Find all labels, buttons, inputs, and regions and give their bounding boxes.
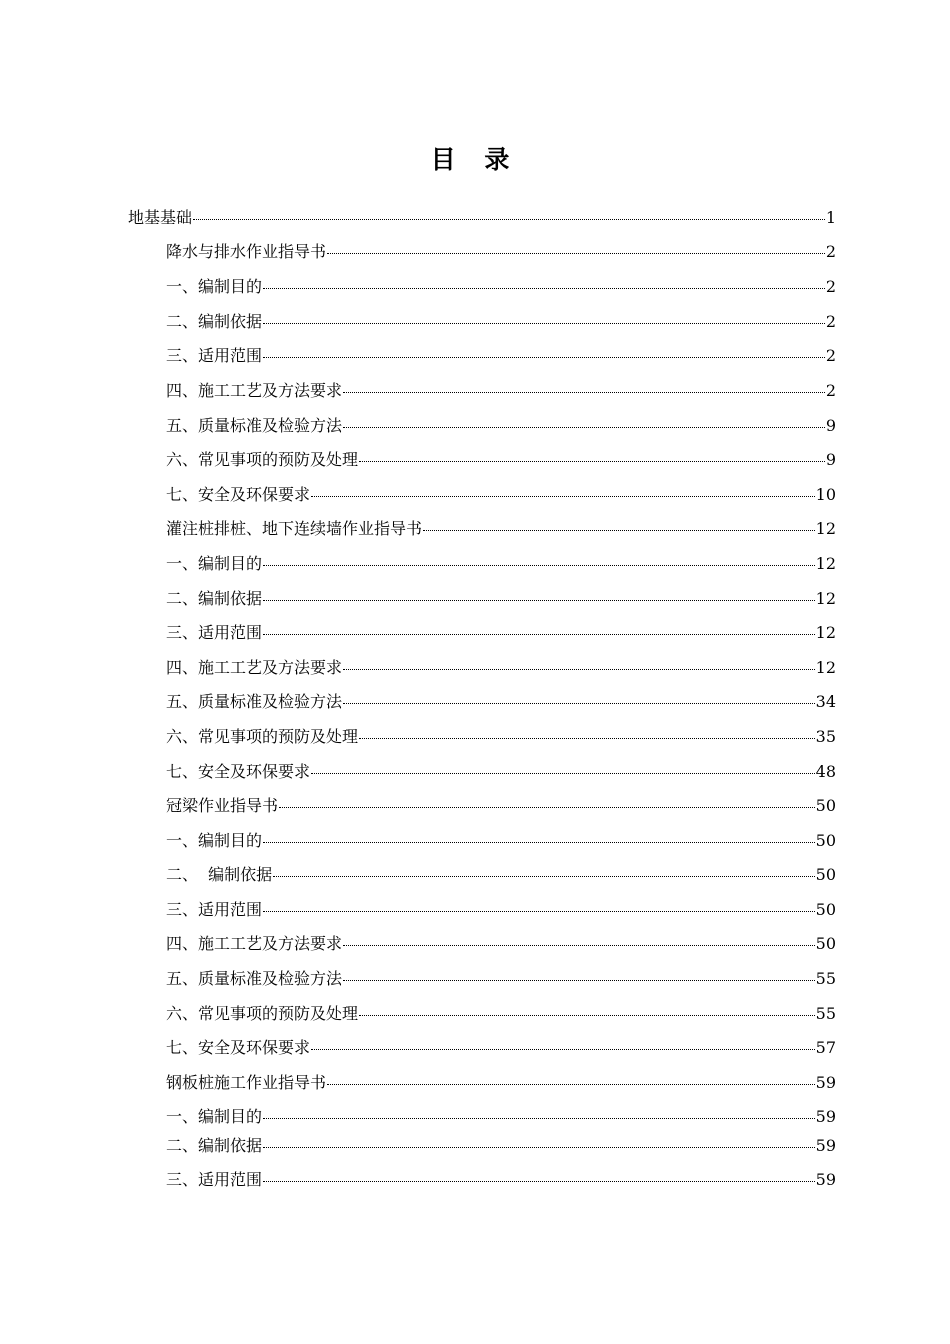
dot-leader <box>193 219 825 220</box>
toc-entry-page-number: 59 <box>815 1073 836 1092</box>
toc-entry-page-number: 35 <box>815 727 836 746</box>
dot-leader <box>359 738 815 739</box>
toc-entry-label: 三、适用范围 <box>166 900 263 919</box>
toc-entry-label: 钢板桩施工作业指导书 <box>166 1073 327 1092</box>
toc-entry[interactable] <box>166 1073 836 1093</box>
toc-entry-label: 五、质量标准及检验方法 <box>166 416 343 435</box>
dot-leader <box>279 807 815 808</box>
toc-entry[interactable] <box>166 589 836 609</box>
toc-entry-label: 一、编制目的 <box>166 1107 263 1126</box>
toc-chapter-entry[interactable] <box>128 208 836 228</box>
toc-entry-page-number: 2 <box>825 346 836 365</box>
toc-entry[interactable] <box>166 554 836 574</box>
toc-entry[interactable] <box>166 900 836 920</box>
toc-entry-label: 七、安全及环保要求 <box>166 762 311 781</box>
dot-leader <box>263 1147 815 1148</box>
toc-entry[interactable] <box>166 277 836 297</box>
toc-entry-label: 地基基础 <box>128 208 193 227</box>
toc-entry-label: 三、适用范围 <box>166 623 263 642</box>
dot-leader <box>273 876 814 877</box>
toc-entry-page-number: 12 <box>815 519 836 538</box>
toc-entry-label: 二、编制依据 <box>166 1136 263 1155</box>
dot-leader <box>343 945 815 946</box>
dot-leader <box>327 1084 815 1085</box>
toc-entry-page-number: 2 <box>825 242 836 261</box>
toc-entry-page-number: 50 <box>815 934 836 953</box>
toc-entry-label: 一、编制目的 <box>166 831 263 850</box>
toc-entry[interactable] <box>166 865 836 885</box>
toc-entry-page-number: 34 <box>815 692 836 711</box>
dot-leader <box>311 496 815 497</box>
toc-entry[interactable] <box>166 831 836 851</box>
dot-leader <box>263 1118 815 1119</box>
toc-entry-page-number: 59 <box>815 1170 836 1189</box>
toc-entry-label: 四、施工工艺及方法要求 <box>166 658 343 677</box>
toc-entry-label: 一、编制目的 <box>166 554 263 573</box>
toc-entry-page-number: 50 <box>815 865 836 884</box>
toc-entry-page-number: 50 <box>815 796 836 815</box>
toc-entry[interactable] <box>166 727 836 747</box>
page-title: 目 录 <box>430 145 520 174</box>
toc-entry-page-number: 48 <box>815 762 836 781</box>
toc-entry-page-number: 2 <box>825 277 836 296</box>
dot-leader <box>263 842 815 843</box>
dot-leader <box>327 253 825 254</box>
toc-entry[interactable] <box>166 762 836 782</box>
toc-entry[interactable] <box>166 519 836 539</box>
dot-leader <box>263 600 815 601</box>
toc-entry-page-number: 12 <box>815 658 836 677</box>
toc-entry-page-number: 55 <box>815 969 836 988</box>
dot-leader <box>343 703 815 704</box>
toc-entry[interactable] <box>166 346 836 366</box>
toc-entry-label: 降水与排水作业指导书 <box>166 242 327 261</box>
toc-entry[interactable] <box>166 312 836 332</box>
toc-entry[interactable] <box>166 1136 836 1156</box>
toc-entry-page-number: 55 <box>815 1004 836 1023</box>
dot-leader <box>311 1049 815 1050</box>
toc-entry[interactable] <box>166 381 836 401</box>
toc-entry[interactable] <box>166 623 836 643</box>
toc-entry-label: 四、施工工艺及方法要求 <box>166 381 343 400</box>
dot-leader <box>263 357 825 358</box>
toc-entry[interactable] <box>166 416 836 436</box>
toc-entry-label: 五、质量标准及检验方法 <box>166 692 343 711</box>
toc-entry[interactable] <box>166 1170 836 1190</box>
toc-entry[interactable] <box>166 969 836 989</box>
toc-entry[interactable] <box>166 242 836 262</box>
toc-entry[interactable] <box>166 1038 836 1058</box>
dot-leader <box>359 461 825 462</box>
toc-entry-page-number: 12 <box>815 623 836 642</box>
dot-leader <box>263 911 815 912</box>
toc-entry[interactable] <box>166 1004 836 1024</box>
toc-entry-label: 二、 编制依据 <box>166 865 273 884</box>
dot-leader <box>423 530 815 531</box>
toc-entry-label: 二、编制依据 <box>166 312 263 331</box>
toc-entry-page-number: 12 <box>815 589 836 608</box>
toc-entry-label: 冠梁作业指导书 <box>166 796 279 815</box>
toc-entry-page-number: 2 <box>825 381 836 400</box>
dot-leader <box>263 288 825 289</box>
toc-entry-label: 三、适用范围 <box>166 346 263 365</box>
toc-entry-page-number: 9 <box>825 450 836 469</box>
dot-leader <box>311 773 815 774</box>
toc-entry[interactable] <box>166 692 836 712</box>
dot-leader <box>263 634 815 635</box>
toc-entry-page-number: 50 <box>815 900 836 919</box>
toc-entry-label: 三、适用范围 <box>166 1170 263 1189</box>
dot-leader <box>343 427 825 428</box>
toc-entry[interactable] <box>166 450 836 470</box>
toc-entry[interactable] <box>166 934 836 954</box>
toc-entry-label: 一、编制目的 <box>166 277 263 296</box>
toc-entry[interactable] <box>166 796 836 816</box>
toc-entry-label: 二、编制依据 <box>166 589 263 608</box>
toc-entry-label: 六、常见事项的预防及处理 <box>166 1004 359 1023</box>
toc-entry-page-number: 59 <box>815 1107 836 1126</box>
toc-entry-page-number: 10 <box>815 485 836 504</box>
toc-entry-page-number: 9 <box>825 416 836 435</box>
dot-leader <box>343 980 815 981</box>
toc-entry-page-number: 57 <box>815 1038 836 1057</box>
toc-entry-label: 五、质量标准及检验方法 <box>166 969 343 988</box>
dot-leader <box>263 565 815 566</box>
toc-entry[interactable] <box>166 485 836 505</box>
toc-entry-page-number: 59 <box>815 1136 836 1155</box>
toc-entry-label: 六、常见事项的预防及处理 <box>166 727 359 746</box>
toc-entry-page-number: 1 <box>825 208 836 227</box>
toc-entry-label: 七、安全及环保要求 <box>166 1038 311 1057</box>
toc-entry-label: 七、安全及环保要求 <box>166 485 311 504</box>
dot-leader <box>359 1015 815 1016</box>
dot-leader <box>263 1181 815 1182</box>
toc-entry-page-number: 50 <box>815 831 836 850</box>
toc-entry-label: 四、施工工艺及方法要求 <box>166 934 343 953</box>
dot-leader <box>343 392 825 393</box>
dot-leader <box>263 323 825 324</box>
toc-entry-label: 六、常见事项的预防及处理 <box>166 450 359 469</box>
toc-entry-label: 灌注桩排桩、地下连续墙作业指导书 <box>166 519 423 538</box>
toc-entry[interactable] <box>166 1107 836 1127</box>
toc-entry[interactable] <box>166 658 836 678</box>
dot-leader <box>343 669 815 670</box>
toc-entry-page-number: 12 <box>815 554 836 573</box>
toc-entry-page-number: 2 <box>825 312 836 331</box>
